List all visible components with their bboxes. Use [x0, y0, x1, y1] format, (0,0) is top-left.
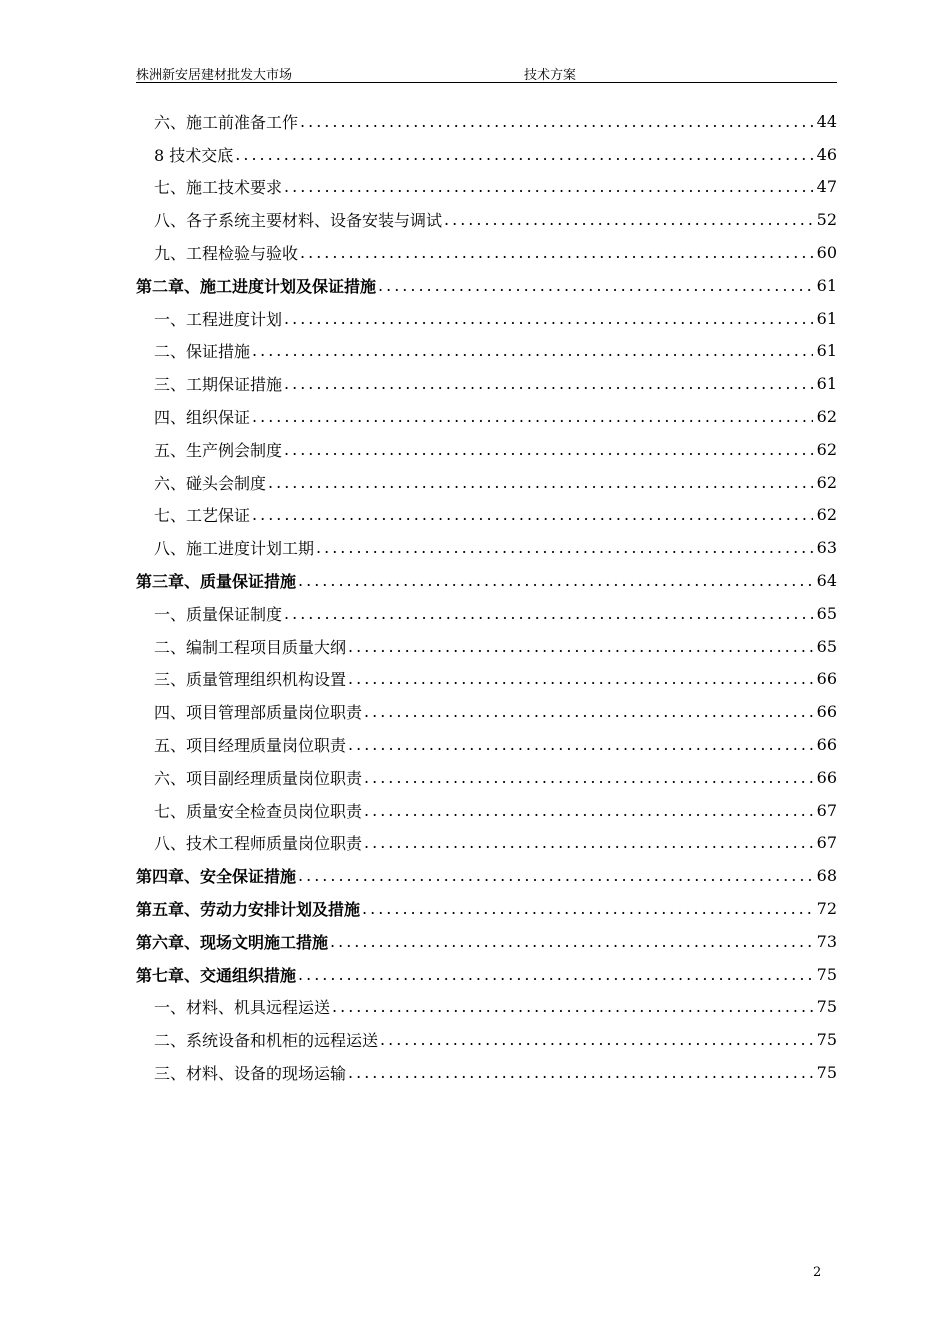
- dot-leader: [252, 505, 813, 524]
- dot-leader: [235, 145, 812, 164]
- toc-section-entry[interactable]: [136, 794, 837, 827]
- dot-leader: [332, 997, 813, 1016]
- toc-entry-page: 66: [816, 669, 837, 689]
- toc-entry-title: 第四章、安全保证措施: [136, 867, 297, 887]
- toc-entry-title: 八、技术工程师质量岗位职责: [154, 834, 363, 854]
- dot-leader: [284, 440, 813, 459]
- toc-entry-title: 三、材料、设备的现场运输: [154, 1064, 347, 1083]
- toc-entry-title: 一、质量保证制度: [154, 604, 283, 624]
- toc-entry-page: 75: [816, 1030, 837, 1050]
- toc-entry-title: 九、工程检验与验收: [154, 244, 299, 264]
- toc-section-entry[interactable]: [136, 335, 837, 368]
- dot-leader: [444, 210, 813, 229]
- toc-section-entry[interactable]: [136, 400, 837, 433]
- toc-entry-page: 65: [816, 603, 837, 623]
- toc-entry-page: 61: [816, 341, 837, 361]
- toc-chapter-entry[interactable]: [136, 564, 837, 597]
- toc-entry-title: 第二章、施工进度计划及保证措施: [136, 276, 377, 296]
- dot-leader: [300, 112, 813, 131]
- table-of-contents: [136, 105, 837, 1089]
- dot-leader: [364, 702, 813, 721]
- toc-entry-title: 二、编制工程项目质量大纲: [154, 637, 347, 657]
- page-header: [136, 60, 837, 83]
- toc-entry-title: 第五章、劳动力安排计划及措施: [136, 900, 361, 920]
- toc-entry-page: 65: [816, 636, 837, 656]
- toc-section-entry[interactable]: [136, 203, 837, 236]
- toc-section-entry[interactable]: [136, 367, 837, 400]
- toc-entry-page: 63: [816, 538, 837, 558]
- toc-entry-title: 二、保证措施: [154, 342, 251, 362]
- toc-entry-page: 72: [816, 899, 837, 919]
- toc-entry-page: 75: [816, 997, 837, 1017]
- dot-leader: [316, 538, 813, 557]
- toc-entry-page: 73: [816, 931, 837, 951]
- toc-entry-page: 75: [816, 964, 837, 984]
- dot-leader: [378, 276, 813, 295]
- dot-leader: [298, 866, 813, 885]
- toc-entry-title: 六、施工前准备工作: [154, 112, 299, 132]
- toc-entry-page: 62: [816, 505, 837, 525]
- toc-section-entry[interactable]: [136, 827, 837, 860]
- dot-leader: [298, 965, 813, 984]
- toc-entry-title: 七、质量安全检查员岗位职责: [154, 801, 363, 821]
- toc-section-entry[interactable]: [136, 991, 837, 1024]
- toc-entry-page: 62: [816, 407, 837, 427]
- dot-leader: [284, 309, 813, 328]
- toc-entry-page: 62: [816, 439, 837, 459]
- toc-section-entry[interactable]: [136, 433, 837, 466]
- header-project-name: 株洲新安居建材批发大市场: [136, 68, 293, 83]
- dot-leader: [252, 341, 813, 360]
- dot-leader: [364, 801, 813, 820]
- toc-entry-page: 64: [816, 571, 837, 591]
- toc-entry-page: 75: [816, 1063, 837, 1082]
- page-number: 2: [813, 1265, 822, 1280]
- toc-entry-page: 47: [816, 177, 837, 197]
- toc-entry-title: 七、施工技术要求: [154, 178, 283, 198]
- toc-entry-title: 二、系统设备和机柜的远程运送: [154, 1031, 379, 1051]
- toc-entry-page: 66: [816, 735, 837, 755]
- toc-entry-title: 一、材料、机具远程运送: [154, 998, 331, 1018]
- toc-entry-title: 五、项目经理质量岗位职责: [154, 736, 347, 756]
- toc-section-entry[interactable]: [136, 531, 837, 564]
- toc-entry-title: 七、工艺保证: [154, 506, 251, 526]
- dot-leader: [330, 932, 813, 951]
- toc-chapter-entry[interactable]: [136, 925, 837, 958]
- toc-entry-title: 八、各子系统主要材料、设备安装与调试: [154, 211, 443, 231]
- header-doc-type: 技术方案: [524, 68, 577, 83]
- toc-entry-page: 61: [816, 308, 837, 328]
- toc-section-entry[interactable]: [136, 761, 837, 794]
- toc-section-entry[interactable]: [136, 236, 837, 269]
- dot-leader: [298, 571, 813, 590]
- toc-entry-title: 三、质量管理组织机构设置: [154, 670, 347, 690]
- toc-section-entry[interactable]: [136, 138, 837, 171]
- toc-section-entry[interactable]: [136, 630, 837, 663]
- toc-entry-page: 67: [816, 800, 837, 820]
- toc-section-entry[interactable]: [136, 499, 837, 532]
- dot-leader: [284, 374, 813, 393]
- toc-entry-page: 68: [816, 866, 837, 886]
- dot-leader: [364, 833, 813, 852]
- dot-leader: [284, 604, 813, 623]
- toc-section-entry[interactable]: [136, 171, 837, 204]
- toc-entry-page: 66: [816, 702, 837, 722]
- toc-chapter-entry[interactable]: [136, 892, 837, 925]
- toc-entry-title: 一、工程进度计划: [154, 309, 283, 329]
- toc-entry-page: 61: [816, 275, 837, 295]
- toc-chapter-entry[interactable]: [136, 269, 837, 302]
- toc-entry-page: 62: [816, 472, 837, 492]
- toc-chapter-entry[interactable]: [136, 859, 837, 892]
- toc-section-entry[interactable]: [136, 597, 837, 630]
- dot-leader: [348, 735, 813, 754]
- dot-leader: [252, 407, 813, 426]
- toc-section-entry[interactable]: [136, 105, 837, 138]
- toc-entry-title: 五、生产例会制度: [154, 440, 283, 460]
- toc-entry-title: 第七章、交通组织措施: [136, 965, 297, 985]
- toc-entry-title: 六、碰头会制度: [154, 473, 267, 493]
- toc-chapter-entry[interactable]: [136, 958, 837, 991]
- toc-section-entry[interactable]: [136, 302, 837, 335]
- toc-section-entry[interactable]: [136, 466, 837, 499]
- dot-leader: [364, 768, 813, 787]
- toc-entry-title: 四、项目管理部质量岗位职责: [154, 703, 363, 723]
- toc-entry-page: 44: [816, 111, 837, 131]
- toc-entry-page: 46: [816, 144, 837, 164]
- toc-entry-title: 第三章、质量保证措施: [136, 572, 297, 592]
- toc-entry-title: 八、施工进度计划工期: [154, 539, 315, 559]
- toc-entry-page: 67: [816, 833, 837, 853]
- dot-leader: [362, 899, 813, 918]
- toc-entry-title: 四、组织保证: [154, 408, 251, 428]
- dot-leader: [284, 177, 813, 196]
- toc-entry-title: 第六章、现场文明施工措施: [136, 932, 329, 952]
- dot-leader: [300, 243, 813, 262]
- toc-entry-title: 8 技术交底: [154, 145, 234, 165]
- toc-entry-page: 66: [816, 767, 837, 787]
- toc-entry-page: 61: [816, 374, 837, 394]
- toc-entry-title: 三、工期保证措施: [154, 375, 283, 395]
- toc-section-entry[interactable]: [136, 663, 837, 696]
- toc-entry-title: 六、项目副经理质量岗位职责: [154, 768, 363, 788]
- dot-leader: [348, 669, 813, 688]
- dot-leader: [348, 1063, 813, 1082]
- dot-leader: [348, 637, 813, 656]
- toc-entry-page: 60: [816, 243, 837, 263]
- dot-leader: [268, 473, 813, 492]
- toc-section-entry[interactable]: [136, 695, 837, 728]
- dot-leader: [380, 1030, 813, 1049]
- toc-section-entry[interactable]: [136, 1023, 837, 1056]
- toc-entry-page: 52: [816, 210, 837, 230]
- toc-section-entry[interactable]: [136, 728, 837, 761]
- toc-section-entry[interactable]: [136, 1056, 837, 1089]
